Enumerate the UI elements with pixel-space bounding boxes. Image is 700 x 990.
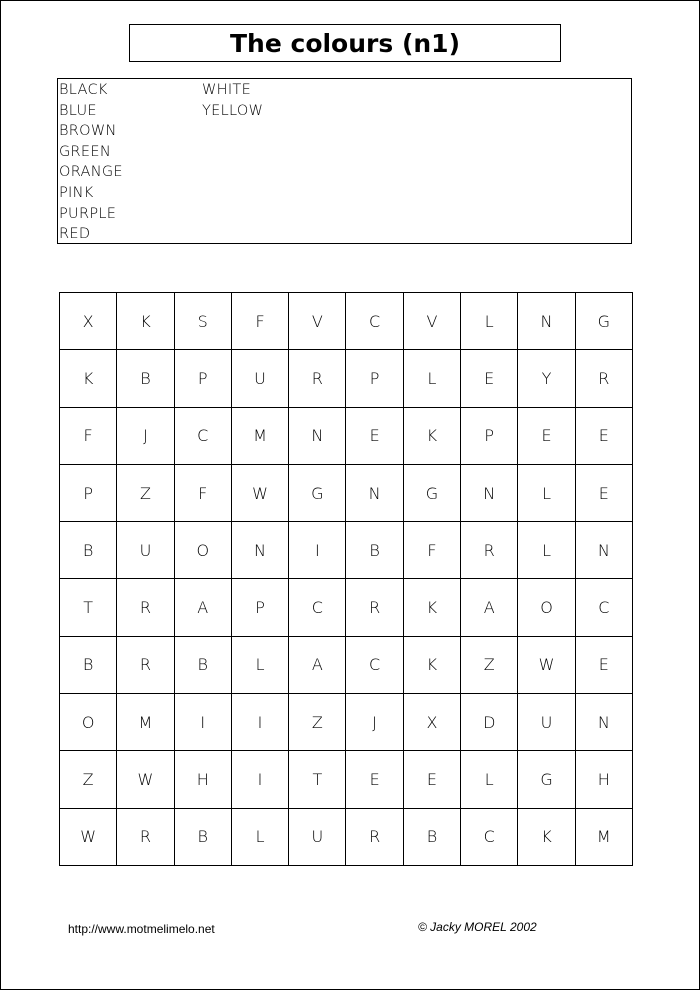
grid-cell[interactable]: K <box>60 350 117 407</box>
grid-cell[interactable]: Y <box>518 350 575 407</box>
grid-cell[interactable]: G <box>289 465 346 522</box>
grid-cell[interactable]: U <box>289 809 346 866</box>
grid-cell[interactable]: L <box>232 637 289 694</box>
grid-cell[interactable]: S <box>175 293 232 350</box>
grid-cell[interactable]: H <box>576 751 633 808</box>
grid-cell[interactable]: F <box>404 522 461 579</box>
grid-cell[interactable]: E <box>576 637 633 694</box>
grid-cell[interactable]: R <box>117 809 174 866</box>
page-title <box>129 24 561 62</box>
grid-cell[interactable]: T <box>60 579 117 636</box>
grid-cell[interactable]: R <box>289 350 346 407</box>
grid-cell[interactable]: H <box>175 751 232 808</box>
grid-cell[interactable]: N <box>576 694 633 751</box>
grid-cell[interactable]: E <box>461 350 518 407</box>
grid-cell[interactable]: E <box>518 408 575 465</box>
grid-cell[interactable]: I <box>232 694 289 751</box>
grid-cell[interactable]: R <box>346 809 403 866</box>
grid-cell[interactable]: R <box>117 579 174 636</box>
grid-cell[interactable]: P <box>175 350 232 407</box>
grid-cell[interactable]: U <box>232 350 289 407</box>
word-item: BLUE <box>59 102 97 119</box>
grid-cell[interactable]: X <box>60 293 117 350</box>
grid-cell[interactable]: J <box>346 694 403 751</box>
grid-cell[interactable]: K <box>404 637 461 694</box>
footer-url: http://www.motmelimelo.net <box>68 922 215 936</box>
grid-cell[interactable]: B <box>175 809 232 866</box>
grid-cell[interactable]: E <box>576 408 633 465</box>
grid-cell[interactable]: O <box>175 522 232 579</box>
grid-cell[interactable]: C <box>346 637 403 694</box>
grid-cell[interactable]: G <box>518 751 575 808</box>
grid-cell[interactable]: N <box>232 522 289 579</box>
grid-cell[interactable]: K <box>404 408 461 465</box>
title-text: The colours (n1) <box>229 28 460 58</box>
grid-cell[interactable]: G <box>404 465 461 522</box>
grid-cell[interactable]: C <box>175 408 232 465</box>
grid-cell[interactable]: X <box>404 694 461 751</box>
grid-cell[interactable]: I <box>289 522 346 579</box>
grid-cell[interactable]: A <box>289 637 346 694</box>
grid-cell[interactable]: N <box>518 293 575 350</box>
grid-cell[interactable]: V <box>404 293 461 350</box>
grid-cell[interactable]: G <box>576 293 633 350</box>
grid-cell[interactable]: N <box>576 522 633 579</box>
grid-cell[interactable]: B <box>117 350 174 407</box>
grid-cell[interactable]: F <box>60 408 117 465</box>
grid-cell[interactable]: K <box>518 809 575 866</box>
letter-grid <box>59 292 633 866</box>
grid-cell[interactable]: R <box>576 350 633 407</box>
grid-cell[interactable]: Z <box>289 694 346 751</box>
grid-cell[interactable]: C <box>576 579 633 636</box>
grid-cell[interactable]: B <box>175 637 232 694</box>
grid-cell[interactable]: W <box>117 751 174 808</box>
grid-cell[interactable]: R <box>461 522 518 579</box>
word-item: PURPLE <box>59 205 117 222</box>
grid-cell[interactable]: M <box>576 809 633 866</box>
grid-cell[interactable]: K <box>117 293 174 350</box>
grid-cell[interactable]: Z <box>461 637 518 694</box>
grid-cell[interactable]: J <box>117 408 174 465</box>
grid-cell[interactable]: I <box>232 751 289 808</box>
grid-cell[interactable]: W <box>232 465 289 522</box>
word-item: YELLOW <box>202 102 264 119</box>
word-item: GREEN <box>59 143 111 160</box>
grid-cell[interactable]: B <box>346 522 403 579</box>
grid-cell[interactable]: C <box>289 579 346 636</box>
word-item: RED <box>59 226 91 243</box>
grid-cell[interactable]: B <box>404 809 461 866</box>
grid-cell[interactable]: L <box>518 522 575 579</box>
word-item: ORANGE <box>59 164 123 181</box>
grid-cell[interactable]: N <box>346 465 403 522</box>
grid-cell[interactable]: V <box>289 293 346 350</box>
grid-cell[interactable]: L <box>232 809 289 866</box>
word-item: BLACK <box>59 82 108 98</box>
grid-cell[interactable]: E <box>346 408 403 465</box>
grid-cell[interactable]: L <box>461 751 518 808</box>
grid-cell[interactable]: D <box>461 694 518 751</box>
grid-cell[interactable]: O <box>518 579 575 636</box>
grid-cell[interactable]: W <box>518 637 575 694</box>
grid-cell[interactable]: U <box>518 694 575 751</box>
grid-cell[interactable]: P <box>60 465 117 522</box>
grid-cell[interactable]: T <box>289 751 346 808</box>
grid-cell[interactable]: A <box>461 579 518 636</box>
grid-cell[interactable]: Z <box>117 465 174 522</box>
grid-cell[interactable]: L <box>404 350 461 407</box>
word-list-column-1 <box>59 80 123 245</box>
grid-cell[interactable]: E <box>576 465 633 522</box>
grid-cell[interactable]: F <box>175 465 232 522</box>
word-item: BROWN <box>59 123 117 140</box>
grid-cell[interactable]: P <box>346 350 403 407</box>
grid-cell[interactable]: U <box>117 522 174 579</box>
word-item: PINK <box>59 184 94 201</box>
grid-cell[interactable]: I <box>175 694 232 751</box>
grid-cell[interactable]: R <box>117 637 174 694</box>
grid-cell[interactable]: L <box>518 465 575 522</box>
grid-cell[interactable]: B <box>60 637 117 694</box>
grid-cell[interactable]: K <box>404 579 461 636</box>
grid-cell[interactable]: R <box>346 579 403 636</box>
grid-cell[interactable]: M <box>232 408 289 465</box>
grid-cell[interactable]: N <box>461 465 518 522</box>
word-list <box>57 78 632 244</box>
grid-cell[interactable]: C <box>461 809 518 866</box>
grid-cell[interactable]: B <box>60 522 117 579</box>
word-item: WHITE <box>202 82 252 98</box>
word-list-column-2 <box>202 80 263 121</box>
grid-cell[interactable]: P <box>232 579 289 636</box>
grid-cell[interactable]: W <box>60 809 117 866</box>
grid-cell[interactable]: F <box>232 293 289 350</box>
grid-cell[interactable]: O <box>60 694 117 751</box>
grid-cell[interactable]: Z <box>60 751 117 808</box>
grid-cell[interactable]: C <box>346 293 403 350</box>
footer-copyright: © Jacky MOREL 2002 <box>418 920 537 934</box>
grid-cell[interactable]: A <box>175 579 232 636</box>
grid-cell[interactable]: P <box>461 408 518 465</box>
grid-cell[interactable]: N <box>289 408 346 465</box>
grid-cell[interactable]: E <box>346 751 403 808</box>
grid-cell[interactable]: M <box>117 694 174 751</box>
grid-cell[interactable]: E <box>404 751 461 808</box>
grid-cell[interactable]: L <box>461 293 518 350</box>
